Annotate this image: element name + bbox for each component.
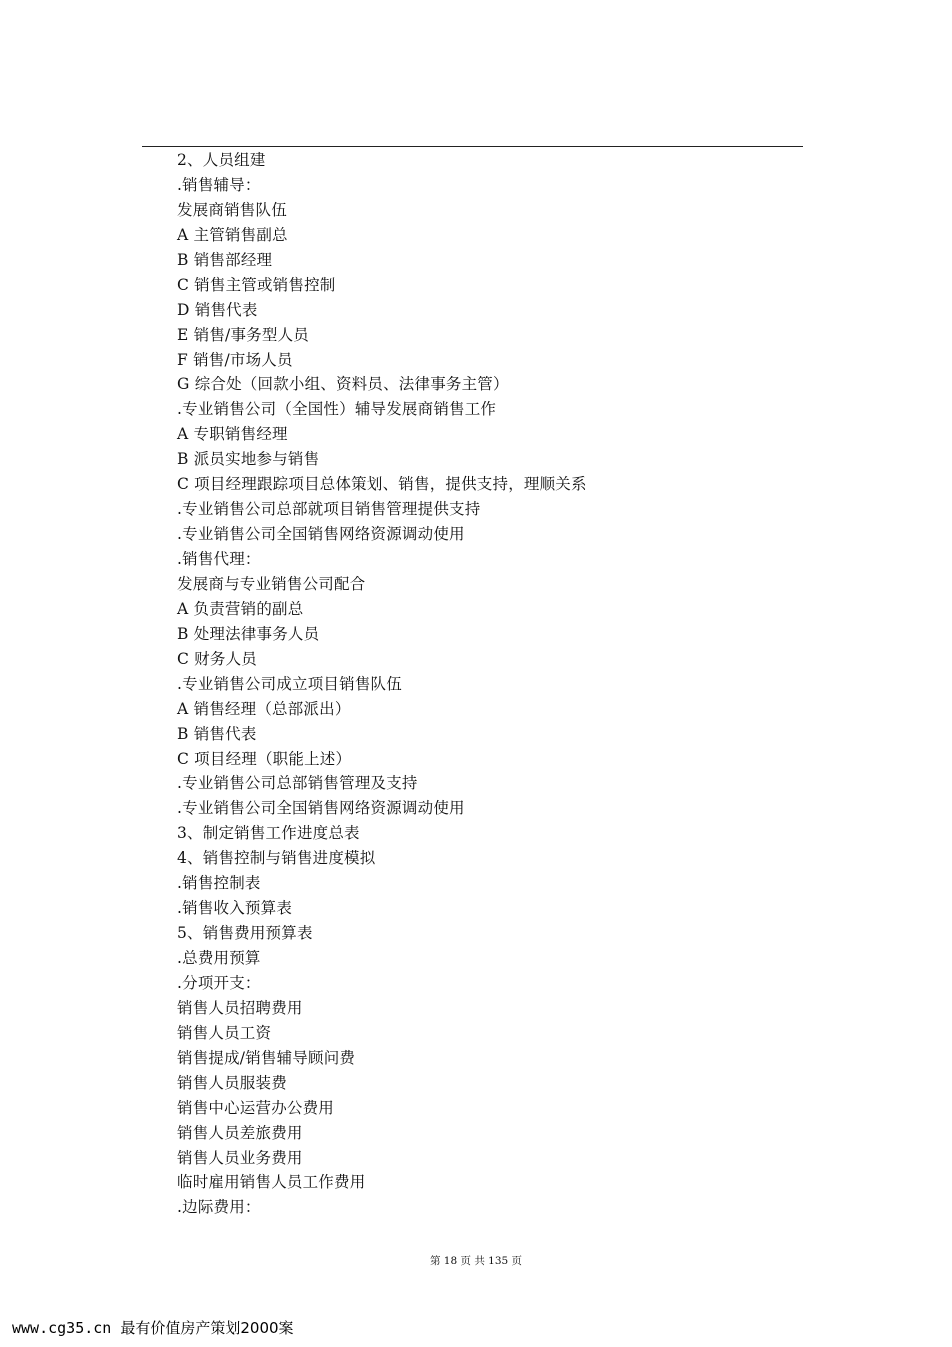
document-line: 2、人员组建 — [177, 151, 266, 169]
document-line: A 销售经理（总部派出） — [177, 699, 351, 718]
document-line: .边际费用： — [177, 1198, 261, 1217]
header-rule — [142, 146, 803, 147]
document-line: .销售控制表 — [177, 874, 261, 893]
document-line: 临时雇用销售人员工作费用 — [177, 1173, 366, 1192]
document-line: B 销售代表 — [177, 724, 257, 743]
document-line: 销售人员业务费用 — [177, 1148, 303, 1167]
document-line: C 项目经理跟踪项目总体策划、销售，提供支持，理顺关系 — [177, 475, 587, 494]
document-line: 发展商与专业销售公司配合 — [177, 574, 366, 593]
site-footer — [12, 1317, 294, 1338]
document-line: 3、制定销售工作进度总表 — [177, 824, 360, 843]
document-line: .专业销售公司全国销售网络资源调动使用 — [177, 525, 465, 544]
document-line: A 专职销售经理 — [177, 425, 288, 444]
document-line: 发展商销售队伍 — [177, 200, 287, 219]
document-line: 5、销售费用预算表 — [177, 924, 313, 943]
document-line: C 财务人员 — [177, 649, 257, 668]
document-line: 销售人员差旅费用 — [177, 1123, 303, 1142]
document-line: 销售提成/销售辅导顾问费 — [177, 1048, 356, 1067]
document-line: .总费用预算 — [177, 949, 261, 967]
document-line: .专业销售公司成立项目销售队伍 — [177, 674, 402, 693]
document-line: .专业销售公司总部销售管理及支持 — [177, 774, 418, 793]
document-line: 销售人员服装费 — [177, 1073, 287, 1092]
document-line: G 综合处（回款小组、资料员、法律事务主管） — [177, 375, 509, 394]
document-line: B 销售部经理 — [177, 250, 273, 269]
document-line: 销售人员工资 — [177, 1023, 272, 1042]
document-body — [177, 148, 797, 1220]
document-line: D 销售代表 — [177, 300, 258, 319]
document-line: .销售代理： — [177, 550, 261, 568]
document-line: .专业销售公司全国销售网络资源调动使用 — [177, 799, 465, 818]
document-line: B 派员实地参与销售 — [177, 450, 320, 469]
document-line: .销售辅导： — [177, 175, 261, 194]
document-line: 销售人员招聘费用 — [177, 998, 303, 1017]
document-line: A 负责营销的副总 — [177, 599, 304, 618]
document-line: .专业销售公司（全国性）辅导发展商销售工作 — [177, 400, 497, 419]
document-line: E 销售/事务型人员 — [177, 325, 309, 344]
document-line: 销售中心运营办公费用 — [177, 1098, 335, 1117]
document-line: .分项开支： — [177, 973, 261, 992]
document-line: C 销售主管或销售控制 — [177, 275, 336, 294]
site-url: www.cg35.cn — [12, 1319, 112, 1337]
page-number: 第 18 页 共 135 页 — [429, 1255, 523, 1267]
site-slogan: 最有价值房产策划2000案 — [120, 1319, 294, 1337]
document-line: .专业销售公司总部就项目销售管理提供支持 — [177, 500, 481, 519]
document-line: F 销售/市场人员 — [177, 350, 293, 369]
document-line: C 项目经理（职能上述） — [177, 749, 352, 768]
document-line: A 主管销售副总 — [177, 225, 288, 244]
document-line: .销售收入预算表 — [177, 899, 293, 918]
document-line: B 处理法律事务人员 — [177, 624, 320, 643]
document-line: 4、销售控制与销售进度模拟 — [177, 849, 376, 868]
